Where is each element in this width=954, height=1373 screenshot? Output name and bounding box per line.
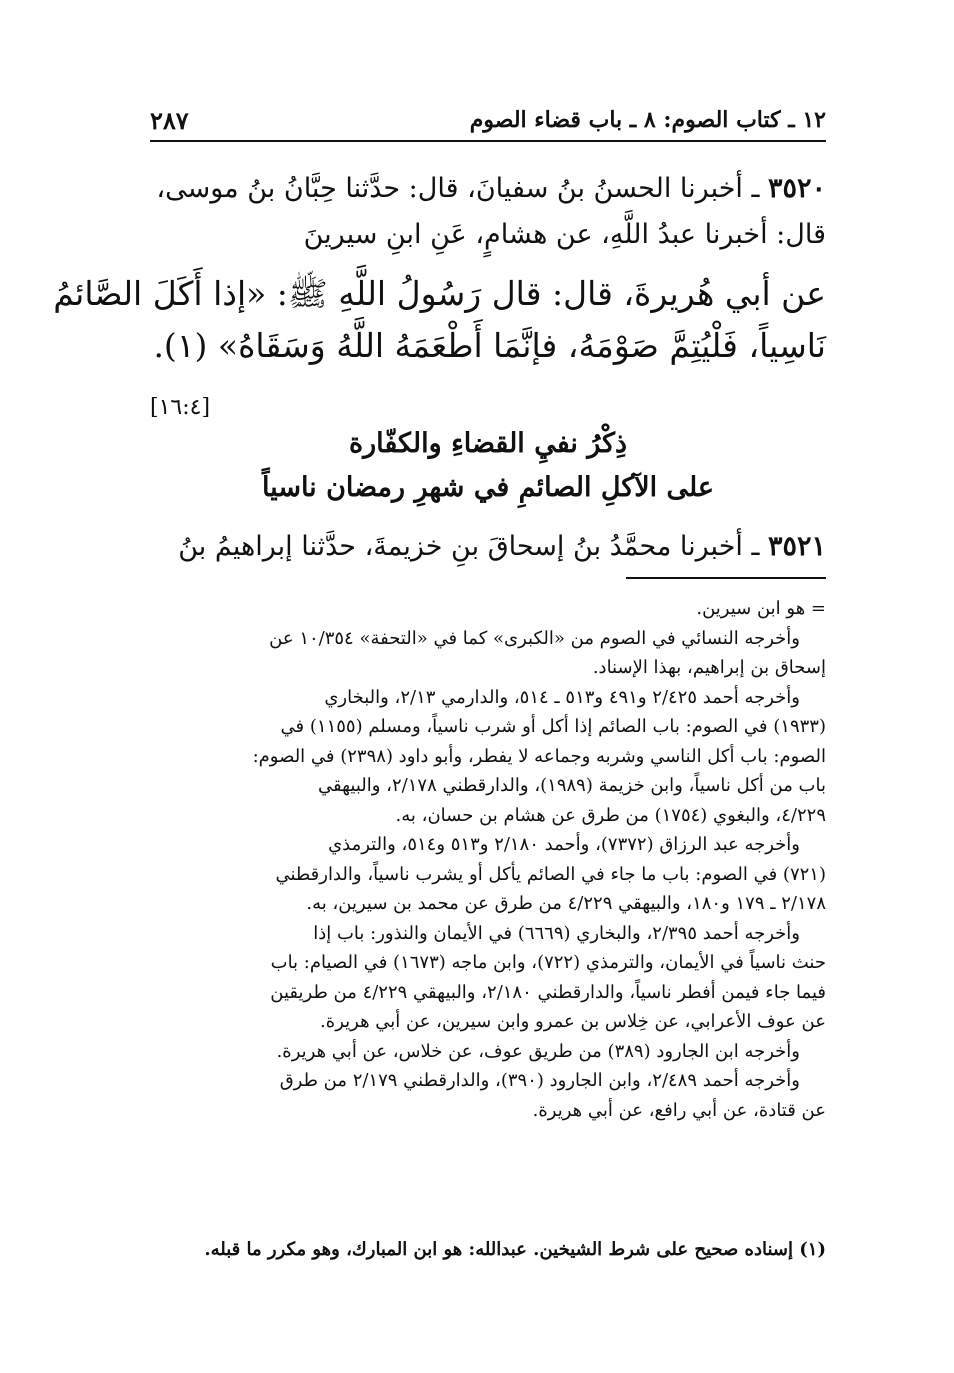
note-line: وأخرجه أحمد ٢/٣٩٥، والبخاري (٦٦٦٩) في الأيمان والنذور: باب إذا: [313, 922, 800, 944]
note-line: وأخرجه ابن الجارود (٣٨٩) من طريق عوف، عن خلاس، عن أبي هريرة.: [276, 1040, 800, 1062]
note-line: عن عوف الأعرابي، عن خِلاس بن عمرو وابن سيرين، عن أبي هريرة.: [320, 1011, 826, 1032]
section-heading: [150, 422, 826, 510]
page-number: ٢٨٧: [150, 105, 189, 135]
commentary-notes: [150, 594, 826, 1125]
footnote-1: [150, 1235, 826, 1265]
note-line: عن قتادة، عن أبي رافع، عن أبي هريرة.: [532, 1099, 826, 1121]
note-line: (١٩٣٣) في الصوم: باب الصائم إذا أكل أو شرب ناسياً، ومسلم (١١٥٥) في: [280, 716, 826, 737]
note-line: ٤/٢٢٩، والبغوي (١٧٥٤) من طرق عن هشام بن حسان، به.: [395, 804, 826, 826]
note-line: إسحاق بن إبراهيم، بهذا الإسناد.: [592, 657, 826, 678]
note-line: حنث ناسياً في الأيمان، والترمذي (٧٢٢)، وابن ماجه (١٦٧٣) في الصيام: باب: [270, 952, 826, 973]
matn-line-1: عن أبي هُريرةَ، قال: قال رَسُولُ اللَّهِ ﷺ: «إذا أَكَلَ الصَّائمُ: [53, 274, 826, 313]
hadith-3520-matn: [53, 268, 826, 434]
matn-line-2: [150, 320, 826, 420]
matn-text: نَاسِياً، فَلْيُتِمَّ صَوْمَهُ، فإنَّمَا أَطْعَمَهُ اللَّهُ وَسَقَاهُ» (١).: [153, 326, 826, 365]
hadith-number: ٣٥٢٠: [767, 173, 826, 204]
isnad-text: ـ أخبرنا الحسنُ بنُ سفيانَ، قال: حدَّثنا حِبَّانُ بنُ موسى،: [156, 173, 768, 204]
note-line: وأخرجه أحمد ٢/٤٢٥ و٤٩١ و٥١٣ ـ ٥١٤، والدارمي ٢/١٣، والبخاري: [324, 686, 800, 708]
note-line: وأخرجه النسائي في الصوم من «الكبرى» كما في «التحفة» ١٠/٣٥٤ عن: [269, 627, 800, 649]
footnote-text: (١) إسناده صحيح على شرط الشيخين. عبدالله: هو ابن المبارك، وهو مكرر ما قبله.: [204, 1239, 826, 1260]
hadith-3521-text: ـ أخبرنا محمَّدُ بنُ إسحاقَ بنِ خزيمةَ، حدَّثنا إبراهيمُ بنُ: [178, 531, 768, 562]
isnad-line-1: [150, 166, 826, 212]
hadith-3521-line: [150, 524, 826, 570]
note-line: ٢/١٧٨ ـ ١٧٩ و١٨٠، والبيهقي ٤/٢٢٩ من طرق عن محمد بن سيرين، به.: [306, 893, 826, 914]
note-line: فيما جاء فيمن أفطر ناسياً، والدارقطني ٢/١٨٠، والبيهقي ٤/٢٢٩ من طريقين: [270, 981, 826, 1003]
chapter-title: ١٢ ـ كتاب الصوم: ٨ ـ باب قضاء الصوم: [469, 107, 826, 133]
volume-reference: [١٦:٤]: [150, 395, 211, 420]
note-line: باب من أكل ناسياً، وابن خزيمة (١٩٨٩)، والدارقطني ٢/١٧٨، والبيهقي: [318, 775, 826, 796]
hadith-3520-isnad: [150, 166, 826, 258]
hadith-number: ٣٥٢١: [767, 531, 826, 562]
note-line: = هو ابن سيرين.: [696, 598, 826, 619]
hadith-3521: [150, 524, 826, 570]
isnad-line-2: قال: أخبرنا عبدُ اللَّهِ، عن هشامٍ، عَنِ ابنِ سيرينَ: [303, 219, 826, 250]
heading-line-2: على الآكلِ الصائمِ في شهرِ رمضان ناسياً: [261, 472, 715, 503]
note-line: الصوم: باب أكل الناسي وشربه وجماعه لا يفطر، وأبو داود (٢٣٩٨) في الصوم:: [252, 745, 826, 767]
note-line: وأخرجه عبد الرزاق (٧٣٧٢)، وأحمد ٢/١٨٠ و٥١٣ و٥١٤، والترمذي: [328, 834, 800, 855]
footnote-separator: [626, 577, 826, 579]
note-line: وأخرجه أحمد ٢/٤٨٩، وابن الجارود (٣٩٠)، والدارقطني ٢/١٧٩ من طرق: [279, 1070, 800, 1091]
note-line: (٧٢١) في الصوم: باب ما جاء في الصائم يأكل أو يشرب ناسياً، والدارقطني: [275, 863, 826, 885]
running-header: [150, 100, 826, 142]
heading-line-1: ذِكْرُ نفيِ القضاءِ والكفّارة: [348, 428, 628, 459]
